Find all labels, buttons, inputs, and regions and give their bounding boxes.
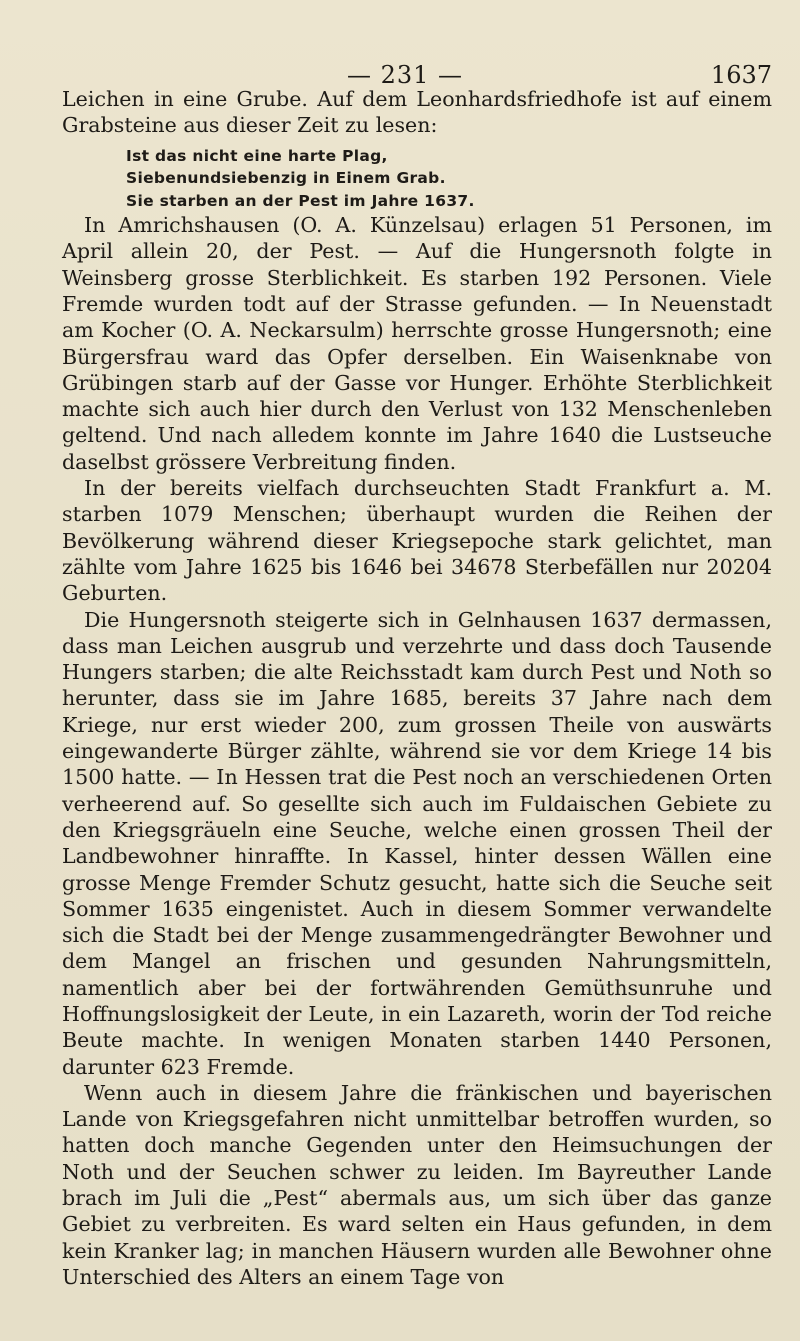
paragraph-gelnhausen: Die Hungersnoth steigerte sich in Gelnhausen 1637 dermassen, dass man Leichen ausgrub und verzehrte und dass doch Tausende Hungers starben; die alte Reichsstadt kam durch Pest und Noth so herunter, dass sie im Jahre 1685, bereits 37 Jahre nach dem Kriege, nur erst wieder 200, zum grossen Theile von auswärts eingewanderte Bürger zählte, während sie vor dem Kriege 14 bis 1500 hatte. — In Hessen trat die Pest noch an verschiedenen Orten verheerend auf. So gesellte sich auch im Fuldaischen Gebiete zu den Kriegsgräueln eine Seuche, welche einen grossen Theil der Landbewohner hinraffte. In Kassel, hinter dessen Wällen eine grosse Menge Fremder Schutz gesucht, hatte sich die Seuche seit Sommer 1635 eingenistet. Auch in diesem Sommer verwandelte sich die Stadt bei der Menge zusammengedrängter Bewohner und dem Mangel an frischen und gesunden Nahrungsmitteln, namentlich aber bei der fortwährenden Gemüthsunruhe und Hoffnungslosigkeit der Leute, in ein Lazareth, worin der Tod reiche Beute machte. In wenigen Monaten starben 1440 Personen, darunter 623 Fremde. bbox=[62, 607, 772, 1079]
epitaph-inscription bbox=[62, 145, 772, 213]
paragraph-amrichshausen: In Amrichshausen (O. A. Künzelsau) erlagen 51 Personen, im April allein 20, der Pest. — Auf die Hungersnoth folgte in Weinsberg grosse Sterblichkeit. Es starben 192 Personen. Viele Fremde wurden todt auf der Strasse gefunden. — In Neuenstadt am Kocher (O. A. Neckarsulm) herrschte grosse Hungersnoth; eine Bürgersfrau ward das Opfer derselben. Ein Waisenknabe von Grübingen starb auf der Gasse vor Hunger. Erhöhte Sterblichkeit machte sich auch hier durch den Verlust von 132 Menschenleben geltend. Und nach alledem konnte im Jahre 1640 die Lustseuche daselbst grössere Verbreitung finden. bbox=[62, 213, 772, 474]
paragraph-grave-intro: Leichen in eine Grube. Auf dem Leonhardsfriedhofe ist auf einem Grabsteine aus dieser Zeit zu lesen: bbox=[62, 87, 772, 138]
epitaph-line: Ist das nicht eine harte Plag, bbox=[126, 146, 388, 165]
epitaph-line: Siebenundsiebenzig in Einem Grab. bbox=[126, 169, 446, 188]
paragraph-franconia: Wenn auch in diesem Jahre die fränkischen und bayerischen Lande von Kriegsgefahren nicht unmittelbar betroffen wurden, so hatten doch manche Gegenden unter den Heimsuchungen der Noth und der Seuchen schwer zu leiden. Im Bayreuther Lande brach im Juli die „Pest“ abermals aus, um sich über das ganze Gebiet zu verbreiten. Es ward selten ein Haus gefunden, in dem kein Kranker lag; in manchen Häusern wurden alle Bewohner ohne Unterschied des Alters an einem Tage von bbox=[62, 1080, 772, 1289]
paragraph-frankfurt: In der bereits vielfach durchseuchten Stadt Frankfurt a. M. starben 1079 Menschen; überhaupt wurden die Reihen der Bevölkerung während dieser Kriegsepoche stark gelichtet, man zählte vom Jahre 1625 bis 1646 bei 34678 Sterbefällen nur 20204 Geburten. bbox=[62, 476, 772, 606]
running-header-year: 1637 bbox=[710, 61, 772, 89]
body-text bbox=[62, 86, 772, 1290]
page-number: — 231 — bbox=[346, 61, 464, 89]
epitaph-line: Sie starben an der Pest im Jahre 1637. bbox=[126, 191, 475, 210]
